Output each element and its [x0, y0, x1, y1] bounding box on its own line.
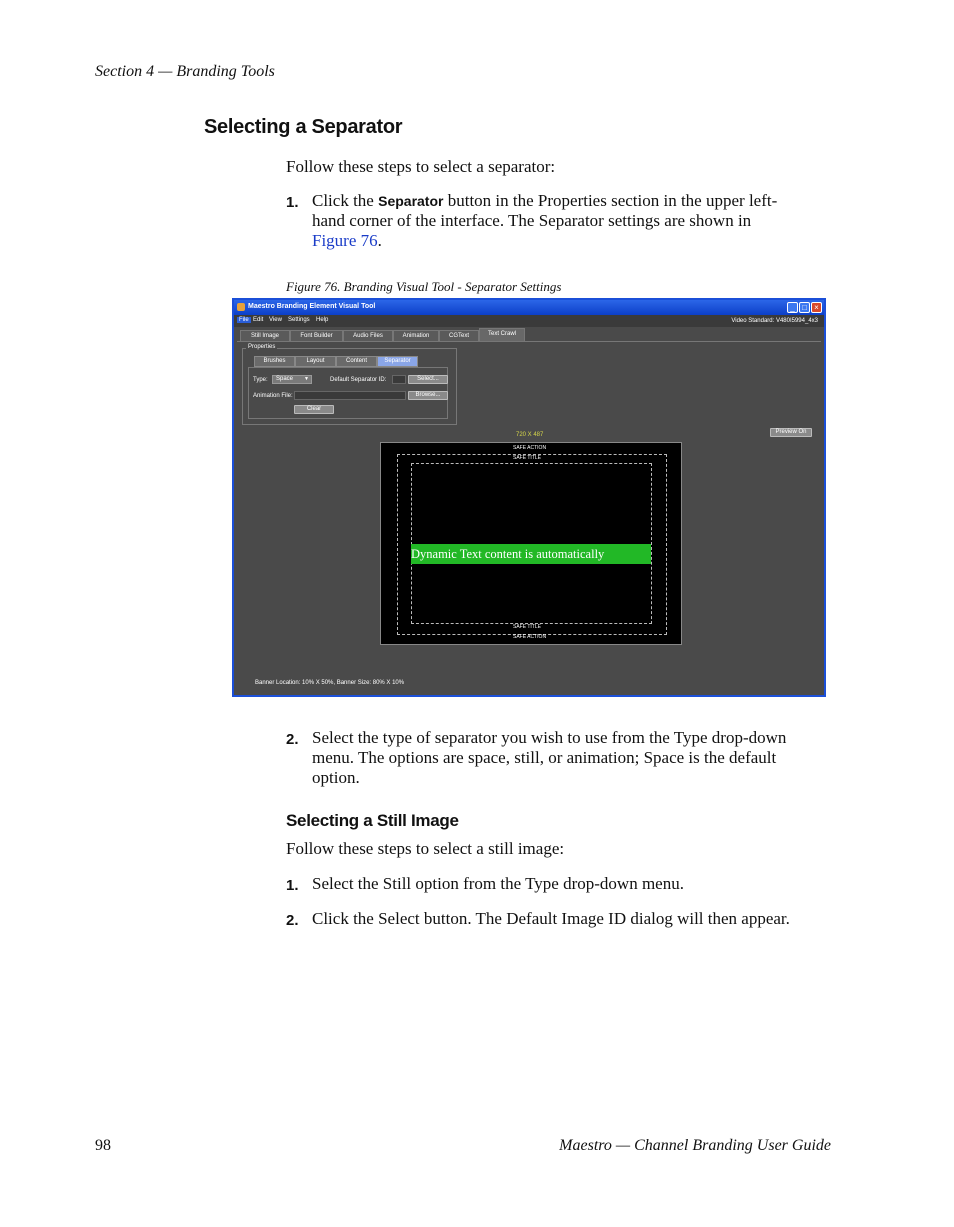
subtab-content[interactable]: Content	[336, 356, 377, 367]
menu-file[interactable]: File	[239, 317, 249, 323]
type-select-value: Space	[276, 376, 294, 382]
maximize-icon[interactable]: □	[799, 302, 810, 313]
tab-font-builder[interactable]: Font Builder	[290, 330, 343, 341]
subsection-title: Selecting a Still Image	[286, 811, 459, 830]
tab-animation[interactable]: Animation	[393, 330, 439, 341]
tab-still-image[interactable]: Still Image	[240, 330, 290, 341]
text-banner: Dynamic Text content is automatically	[411, 544, 651, 564]
step-2-text: Select the type of separator you wish to use from the Type drop-down	[312, 728, 787, 747]
step-1-text: .	[377, 231, 382, 250]
menu-settings[interactable]: Settings	[288, 317, 310, 323]
step-1	[312, 191, 832, 251]
page-number: 98	[95, 1137, 111, 1154]
select-button[interactable]: Select...	[408, 375, 448, 384]
safe-title-label: SAFE TITLE	[513, 455, 541, 461]
window-titlebar	[234, 300, 824, 315]
subtab-layout[interactable]: Layout	[295, 356, 336, 367]
still-step-1: Select the Still option from the Type drop-down menu.	[312, 874, 684, 893]
menu-edit[interactable]: Edit	[253, 317, 264, 323]
status-bar-text: Banner Location: 10% X 50%, Banner Size: 80% X 10%	[255, 680, 405, 686]
default-separator-id-label: Default Separator ID:	[330, 377, 387, 383]
step-2-text: option.	[312, 768, 360, 787]
menu-help[interactable]: Help	[316, 317, 329, 323]
step-2-text: menu. The options are space, still, or animation; Space is the default	[312, 748, 777, 767]
preview-on-button[interactable]: Preview On	[770, 428, 812, 437]
figure-caption: Figure 76. Branding Visual Tool - Separator Settings	[286, 279, 562, 294]
running-header: Section 4 — Branding Tools	[95, 63, 275, 80]
type-label: Type:	[253, 377, 268, 383]
chevron-down-icon: ▼	[304, 376, 309, 382]
type-select[interactable]	[272, 375, 312, 384]
tab-cgtext[interactable]: CGText	[439, 330, 479, 341]
minimize-icon[interactable]: _	[787, 302, 798, 313]
figure-76-link[interactable]: Figure 76	[312, 231, 378, 250]
step-number: 2.	[286, 731, 299, 748]
tab-divider	[237, 341, 821, 342]
still-step-2: Click the Select button. The Default Image ID dialog will then appear.	[312, 909, 790, 928]
footer-title: Maestro — Channel Branding User Guide	[559, 1137, 831, 1154]
safe-title-label-bottom: SAFE TITLE	[513, 624, 541, 630]
step-number: 2.	[286, 912, 299, 929]
section-title: Selecting a Separator	[204, 116, 403, 138]
tab-text-crawl[interactable]: Text Crawl	[479, 328, 525, 342]
menu-view[interactable]: View	[269, 317, 282, 323]
animation-file-label: Animation File:	[253, 393, 293, 399]
clear-button[interactable]: Clear	[294, 405, 334, 414]
safe-action-label-bottom: SAFE ACTION	[513, 634, 547, 640]
window-title: Maestro Branding Element Visual Tool	[248, 303, 376, 310]
app-icon	[237, 303, 245, 311]
still-intro-text: Follow these steps to select a still image:	[286, 839, 565, 858]
step-2	[312, 728, 832, 788]
menu-bar	[234, 315, 824, 327]
intro-text: Follow these steps to select a separator:	[286, 157, 556, 176]
step-1-text: hand corner of the interface. The Separator settings are shown in	[312, 211, 752, 230]
step-number: 1.	[286, 877, 299, 894]
default-separator-id-field[interactable]	[392, 375, 406, 384]
properties-label: Properties	[248, 344, 276, 350]
safe-action-label: SAFE ACTION	[513, 445, 547, 451]
step-number: 1.	[286, 194, 299, 211]
preview-monitor	[380, 442, 682, 645]
step-1-text: button in the Properties section in the upper left-	[443, 191, 778, 210]
close-icon[interactable]: ×	[811, 302, 822, 313]
subtab-separator[interactable]: Separator	[377, 356, 418, 367]
figure-screenshot	[232, 298, 826, 697]
subtab-brushes[interactable]: Brushes	[254, 356, 295, 367]
tab-audio-files[interactable]: Audio Files	[343, 330, 393, 341]
browse-button[interactable]: Browse...	[408, 391, 448, 400]
step-1-text: Click the	[312, 191, 379, 210]
animation-file-field[interactable]	[294, 391, 406, 400]
ui-term-separator: Separator	[378, 193, 444, 209]
video-standard: Video Standard: V480I5994_4x3	[731, 318, 818, 324]
resolution-label: 720 X 487	[516, 432, 544, 438]
